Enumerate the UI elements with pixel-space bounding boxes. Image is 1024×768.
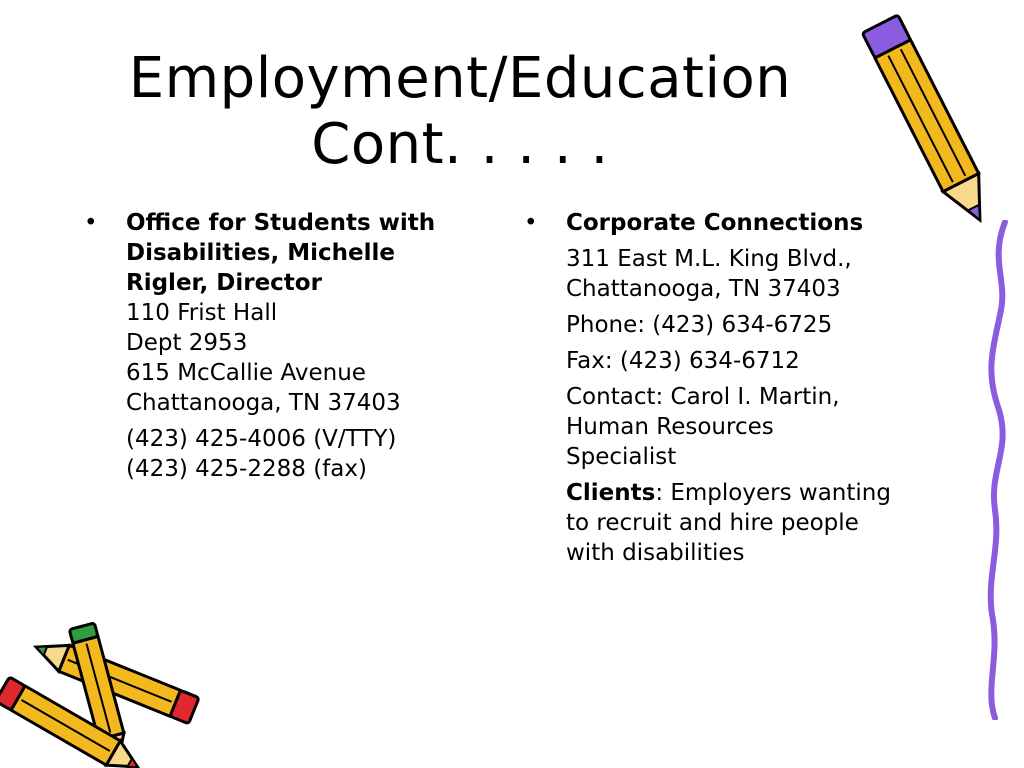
bullet-marker: •	[524, 210, 538, 236]
corporate-clients-line-3: with disabilities	[566, 540, 745, 566]
left-column	[84, 208, 504, 484]
corporate-clients-block	[566, 478, 944, 568]
corporate-clients-line-1	[566, 478, 944, 508]
pencil-icon	[855, 0, 1005, 245]
office-students-disabilities-entry	[84, 208, 504, 484]
crossed-pencils-icon	[0, 618, 210, 768]
office-phone-block	[126, 424, 504, 484]
office-heading-line-2: Disabilities, Michelle	[126, 240, 395, 266]
office-phone-fax: (423) 425-2288 (fax)	[126, 456, 367, 482]
office-address-line-1: 110 Frist Hall	[126, 300, 278, 326]
clients-text-1: : Employers wanting	[655, 480, 891, 506]
corporate-fax: Fax: (423) 634-6712	[566, 348, 800, 374]
slide-title-line-2: Cont. . . . .	[311, 112, 609, 177]
corporate-contact-line-1: Contact: Carol I. Martin,	[566, 384, 840, 410]
clients-label: Clients	[566, 480, 656, 506]
office-address-line-4: Chattanooga, TN 37403	[126, 390, 401, 416]
corporate-address-line-2: Chattanooga, TN 37403	[566, 276, 841, 302]
office-heading-line-3: Rigler, Director	[126, 270, 322, 296]
slide-title-line-1: Employment/Education	[128, 46, 792, 111]
corporate-contact-line-2: Human Resources	[566, 414, 774, 440]
corporate-phone: Phone: (423) 634-6725	[566, 312, 833, 338]
office-heading-line-1: Office for Students with	[126, 210, 436, 236]
slide-title	[90, 46, 830, 178]
corporate-address-line-1: 311 East M.L. King Blvd.,	[566, 246, 852, 272]
squiggle-line-decoration	[955, 220, 1024, 720]
right-column	[524, 208, 944, 568]
office-address-line-2: Dept 2953	[126, 330, 248, 356]
bullet-marker: •	[84, 210, 98, 236]
corporate-contact-block	[566, 382, 944, 472]
corporate-contact-line-3: Specialist	[566, 444, 677, 470]
office-phone-vtty: (423) 425-4006 (V/TTY)	[126, 426, 397, 452]
corporate-heading: Corporate Connections	[566, 210, 864, 236]
corporate-connections-entry	[524, 208, 944, 568]
office-address-line-3: 615 McCallie Avenue	[126, 360, 366, 386]
corporate-address-block	[566, 244, 944, 304]
corporate-clients-line-2: to recruit and hire people	[566, 510, 859, 536]
